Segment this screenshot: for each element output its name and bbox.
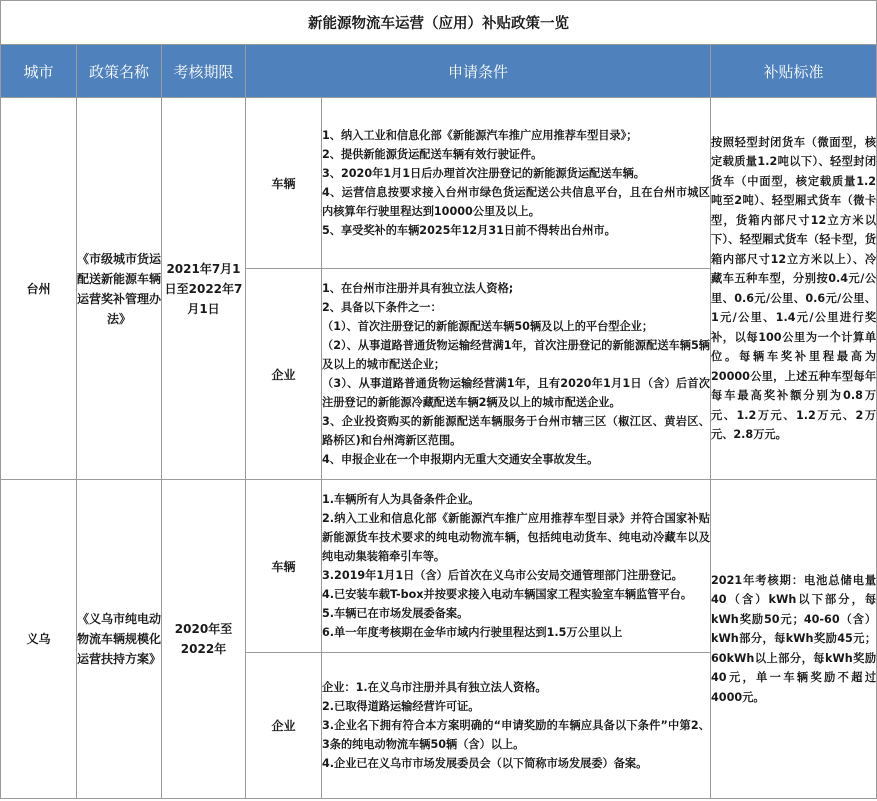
vehicle-conditions [322,480,711,653]
header-row [1,45,877,98]
condition-line: （2）、从事道路普通货物运输经营满1年，首次注册登记的新能源配送车辆5辆及以上的城市配送企业； [322,339,710,371]
condition-line: 2.纳入工业和信息化部《新能源汽车推广应用推荐车型目录》并符合国家补贴新能源货车技术要求的纯电动物流车辆，包括纯电动货车、纯电动冷藏车以及纯电动集装箱牵引车等。 [322,512,710,563]
vehicle-label: 车辆 [246,98,322,269]
header-standard: 补贴标准 [711,45,877,98]
condition-line: 5、享受奖补的车辆2025年12月31日前不得转出台州市。 [322,224,616,237]
standard-cell: 按照轻型封闭货车（微面型，核定载质量1.2吨以下）、轻型封闭货车（中面型，核定载质量1.2吨至2吨）、轻型厢式货车（微卡型，货箱内部尺寸12立方米以下）、轻型厢式货车（轻卡型，货箱内部尺寸12立方米以上）、冷藏车五种车型，分别按0.4元/公里、0.6元/公里、0.6元/公里、1元/公里、1.4元/公里进行奖补，以每100公里为一个计算单位。每辆车奖补里程最高为20000公里，上述五种车型每年每车最高奖补额分别为0.8万元、1.2万元、1.2万元、2万元、2.8万元。 [711,98,877,480]
condition-line: 5.车辆已在市场发展委备案。 [322,607,469,620]
condition-line: 2.已取得道路运输经营许可证。 [322,700,480,713]
condition-line: 1、纳入工业和信息化部《新能源汽车推广应用推荐车型目录》； [322,129,638,142]
table-title: 新能源物流车运营（应用）补贴政策一览 [1,1,877,45]
condition-line: 3、2020年1月1日后办理首次注册登记的新能源货运配送车辆。 [322,167,645,180]
condition-line: （3）、从事道路普通货物运输经营满1年，且有2020年1月1日（含）后首次注册登记的新能源冷藏配送车辆2辆及以上的城市配送企业。 [322,377,710,409]
table-row [1,98,877,269]
condition-line: 3、企业投资购买的新能源配送车辆服务于台州市辖三区（椒江区、黄岩区、路桥区)和台州湾新区范围。 [322,415,710,447]
condition-line: 4.已安装车载T-box并按要求接入电动车辆国家工程实验室车辆监管平台。 [322,588,693,601]
condition-line: 1.车辆所有人为具备条件企业。 [322,493,480,506]
condition-line: 企业：1.在义乌市注册并具有独立法人资格。 [322,681,547,694]
policy-name-cell: 《义乌市纯电动物流车辆规模化运营扶持方案》 [77,480,162,799]
enterprise-conditions [322,269,711,480]
vehicle-conditions [322,98,711,269]
city-cell: 台州 [1,98,77,480]
condition-line: 2、提供新能源货运配送车辆有效行驶证件。 [322,148,543,161]
condition-line: 4、申报企业在一个申报期内无重大交通安全事故发生。 [322,453,599,466]
period-cell: 2021年7月1日至2022年7月1日 [162,98,246,480]
condition-line: 1、在台州市注册并具有独立法人资格; [322,282,514,295]
vehicle-label: 车辆 [246,480,322,653]
header-period: 考核期限 [162,45,246,98]
condition-line: 3.企业名下拥有符合本方案明确的“申请奖励的车辆应具备以下条件”中第2、3条的纯电动物流车辆50辆（含）以上。 [322,719,710,751]
table-row [1,480,877,653]
condition-line: （1）、首次注册登记的新能源配送车辆50辆及以上的平台型企业； [322,320,654,333]
condition-line: 4.企业已在义乌市市场发展委员会（以下简称市场发展委）备案。 [322,757,648,770]
condition-line: 6.单一年度考核期在金华市域内行驶里程达到1.5万公里以上 [322,626,623,639]
standard-cell: 2021年考核期：电池总储电量40（含）kWh以下部分，每kWh奖励50元；40-60（含）kWh部分，每kWh奖励45元；60kWh以上部分，每kWh奖励40元，单一车辆奖励不超过4000元。 [711,480,877,799]
period-cell: 2020年至2022年 [162,480,246,799]
city-cell: 义乌 [1,480,77,799]
condition-line: 4、运营信息按要求接入台州市绿色货运配送公共信息平台，且在台州市城区内核算年行驶里程达到10000公里及以上。 [322,186,710,218]
policy-name-cell: 《市级城市货运配送新能源车辆运营奖补管理办法》 [77,98,162,480]
condition-line: 2、具备以下条件之一： [322,301,442,314]
enterprise-label: 企业 [246,269,322,480]
header-city: 城市 [1,45,77,98]
enterprise-label: 企业 [246,653,322,799]
enterprise-conditions [322,653,711,799]
condition-line: 3.2019年1月1日（含）后首次在义乌市公安局交通管理部门注册登记。 [322,569,683,582]
header-policy-name: 政策名称 [77,45,162,98]
header-conditions: 申请条件 [246,45,711,98]
